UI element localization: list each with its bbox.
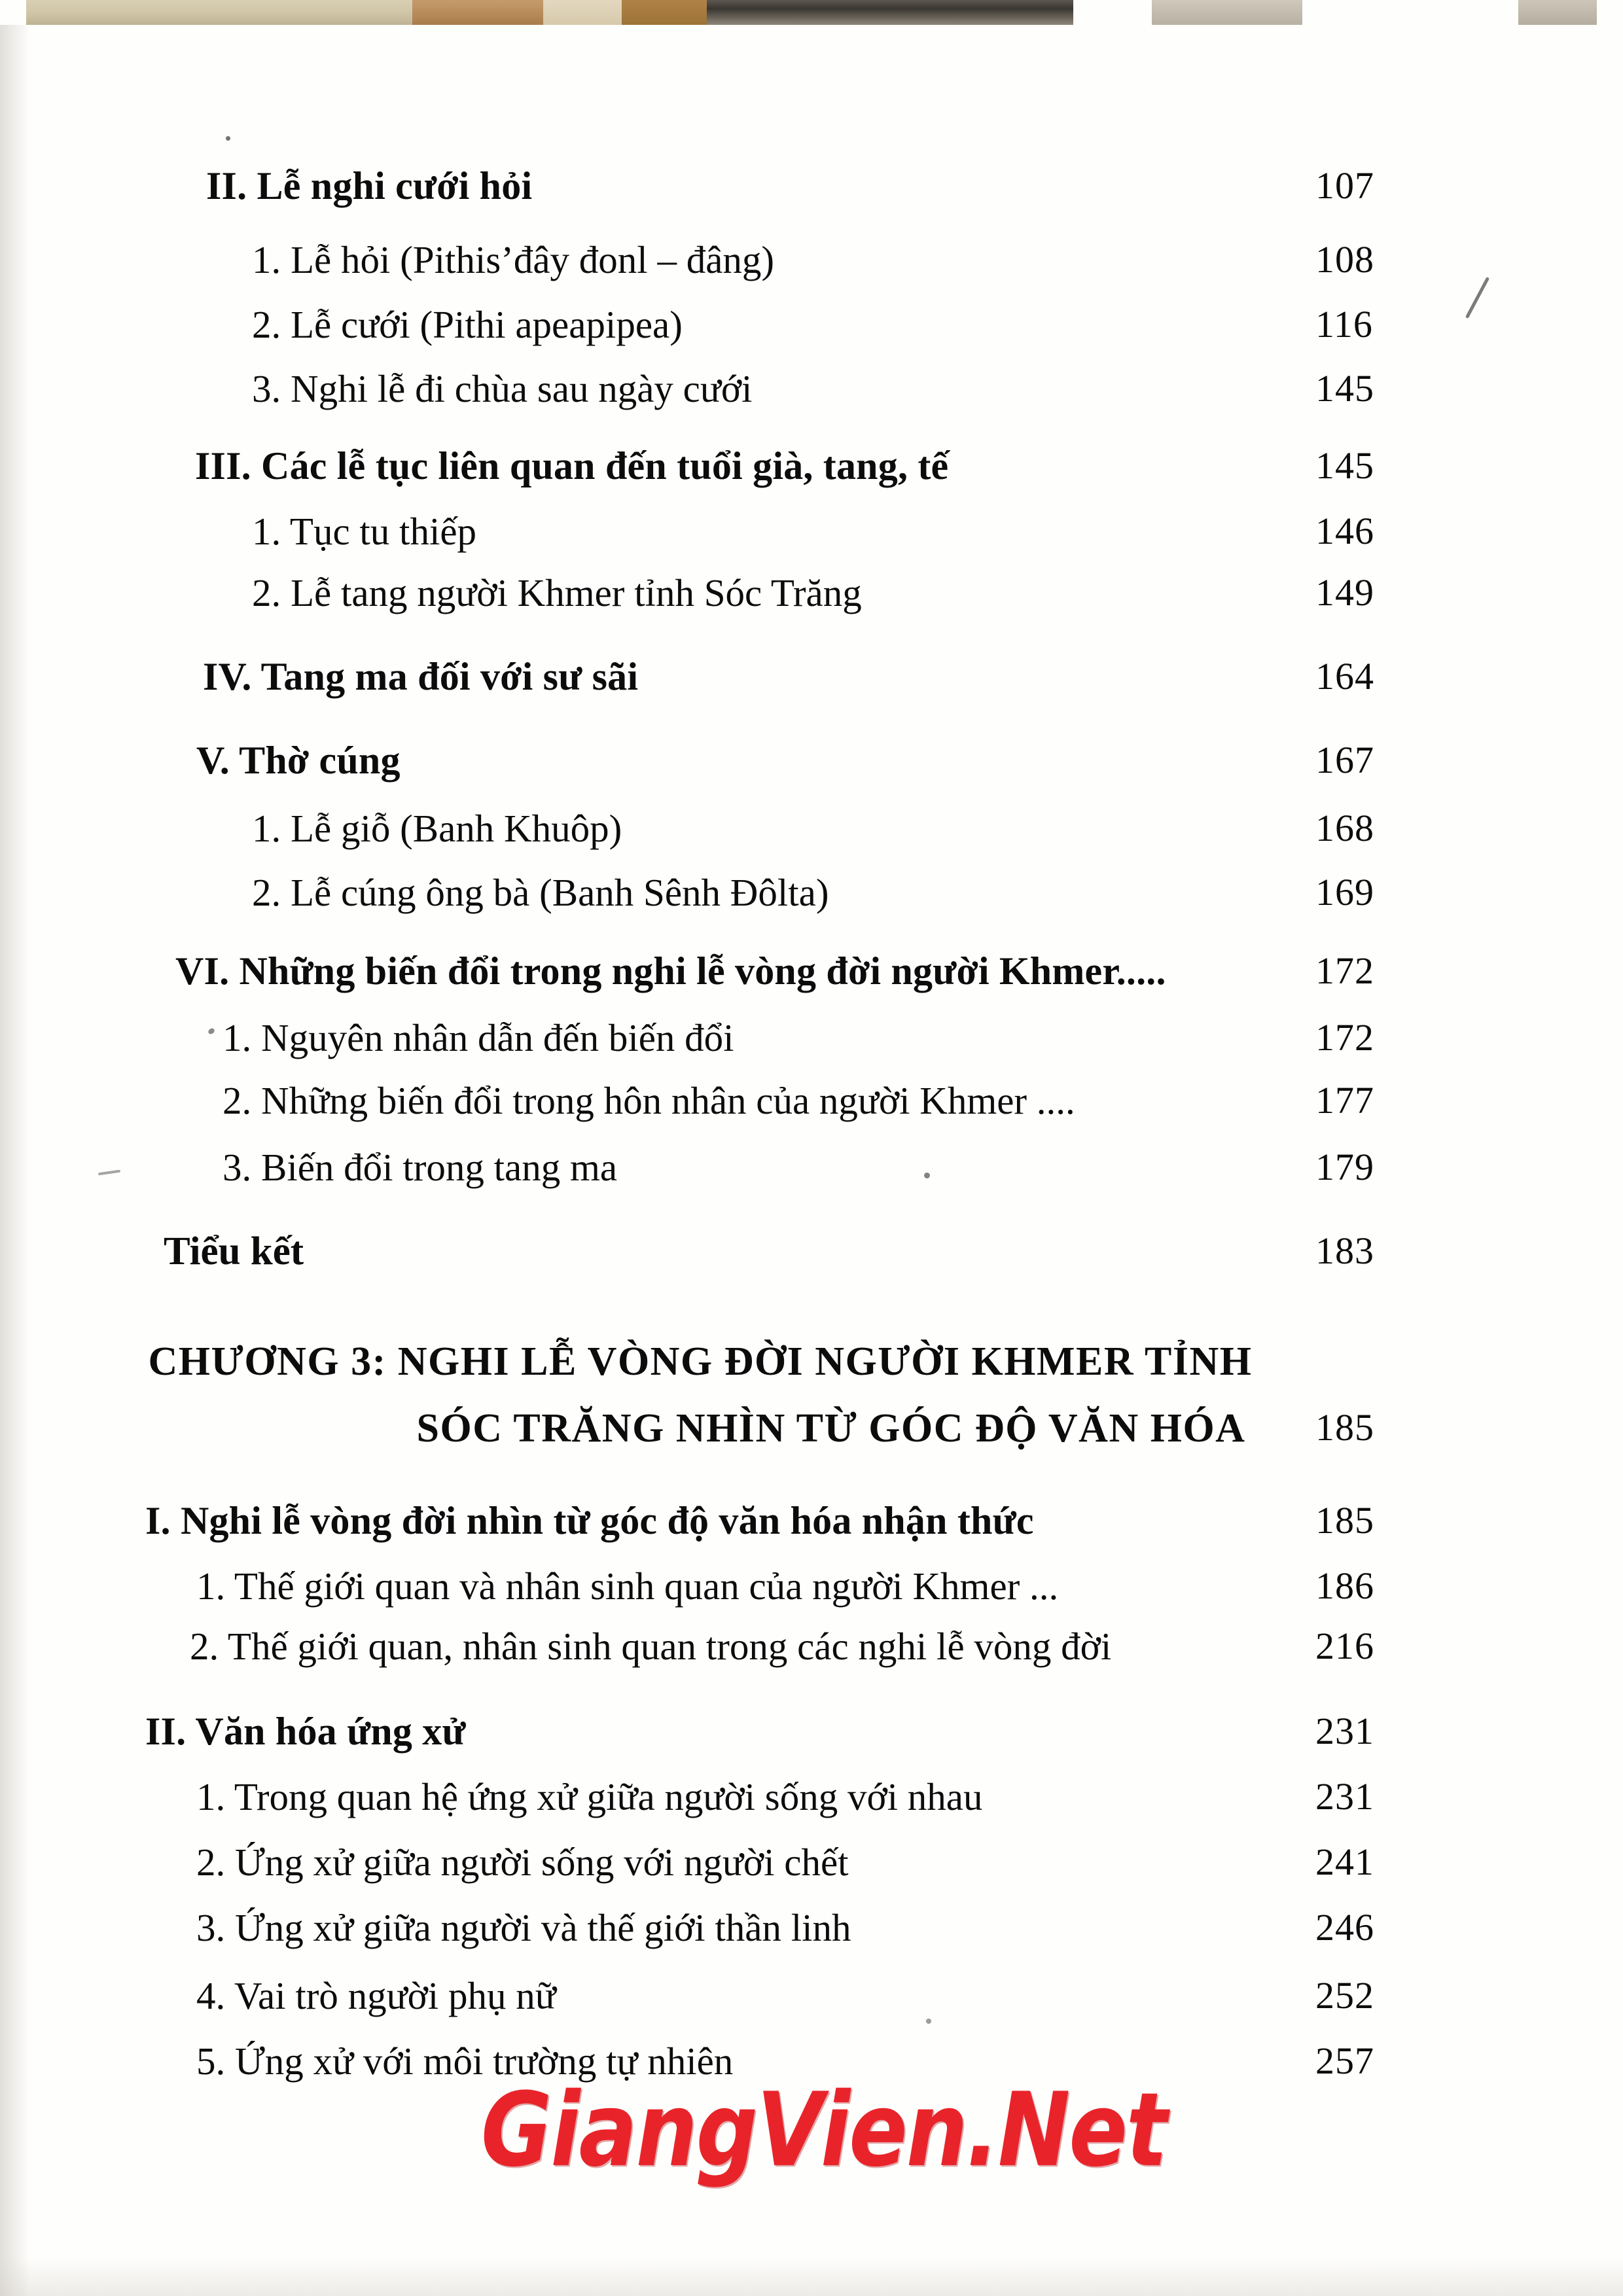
toc-entry-page-number: 177 [1315,1079,1374,1122]
toc-entry-label: 1. Lễ giỗ (Banh Khuôp) [252,807,622,850]
strip-segment-2 [412,0,543,25]
toc-entry[interactable] [223,1078,1374,1123]
toc-entry[interactable] [196,1973,1374,2019]
toc-entry-page-number: 169 [1315,871,1374,913]
toc-entry-label: III. Các lễ tục liên quan đến tuổi già, tang, tế [195,444,949,487]
strip-segment-7 [1518,0,1597,25]
toc-entry-label: 1. Thế giới quan và nhân sinh quan của người Khmer ... [196,1564,1059,1608]
toc-entry-page-number: 231 [1315,1710,1374,1752]
toc-entry-page-number: 107 [1315,164,1374,207]
toc-entry-label: 3. Nghi lễ đi chùa sau ngày cưới [252,367,753,410]
toc-entry-label: 3. Ứng xử giữa người và thế giới thần linh [196,1906,851,1949]
toc-entry-page-number: 145 [1315,444,1374,487]
toc-entry-page-number: 179 [1315,1146,1374,1188]
toc-entry-page-number: 146 [1315,510,1374,552]
toc-entry[interactable] [223,1145,1374,1190]
toc-entry[interactable] [145,1498,1374,1544]
toc-entry[interactable] [252,870,1374,915]
toc-entry-page-number: 167 [1315,739,1374,781]
toc-entry-page-number: 168 [1315,807,1374,849]
toc-entry-label: VI. Những biến đổi trong nghi lễ vòng đời người Khmer..... [175,949,1166,993]
toc-entry-label: 2. Lễ cưới (Pithi apeapipea) [252,303,683,346]
toc-entry-label: 1. Lễ hỏi (Pithis’đây đonl – đâng) [252,238,775,281]
toc-entry-page-number: 185 [1315,1499,1374,1542]
toc-entry-label: I. Nghi lễ vòng đời nhìn từ góc độ văn hóa nhận thức [145,1499,1034,1542]
strip-segment-3 [543,0,622,25]
toc-entry-label: 2. Lễ tang người Khmer tỉnh Sóc Trăng [252,571,862,614]
toc-entry-page-number: 216 [1315,1625,1374,1667]
toc-entry-page-number: 252 [1315,1974,1374,2017]
toc-entry-page-number: 246 [1315,1906,1374,1949]
toc-entry-page-number: 241 [1315,1841,1374,1883]
toc-entry[interactable] [252,366,1374,412]
toc-entry-label: II. Lễ nghi cưới hỏi [206,164,533,207]
toc-entry[interactable] [196,1905,1374,1951]
scan-speck-icon [226,136,230,141]
toc-entry-page-number: 183 [1315,1229,1374,1272]
scan-tick-mark-icon [98,1170,120,1176]
page-edge-shadow-bottom [0,2257,1623,2296]
toc-entry[interactable] [206,164,1374,209]
toc-entry[interactable] [252,509,1374,554]
scan-speck-icon [207,1027,216,1035]
toc-entry-label: 1. Nguyên nhân dẫn đến biến đổi [223,1016,734,1059]
toc-entry[interactable] [252,571,1374,616]
toc-entry-page-number: 108 [1315,238,1374,281]
page-edge-shadow-left [0,25,30,2296]
toc-entry[interactable] [195,444,1374,489]
toc-entry[interactable] [223,1016,1374,1061]
toc-entry-label: 2. Những biến đổi trong hôn nhân của người Khmer .... [223,1079,1075,1122]
toc-entry-page-number: 149 [1315,571,1374,614]
toc-entry[interactable] [252,302,1373,347]
toc-entry-page-number: 231 [1315,1775,1374,1818]
toc-entry[interactable] [175,949,1374,994]
scan-speck-icon [926,2019,931,2024]
toc-entry-label: V. Thờ cúng [196,739,401,782]
toc-entry[interactable] [196,738,1374,783]
scan-pen-stroke-icon [1465,277,1489,319]
toc-entry-label: Tiểu kết [164,1229,304,1273]
toc-entry[interactable] [196,1775,1374,1820]
toc-entry-label: 2. Thế giới quan, nhân sinh quan trong các nghi lễ vòng đời [190,1625,1112,1668]
chapter3-title-line1: CHƯƠNG 3: NGHI LỄ VÒNG ĐỜI NGƯỜI KHMER TỈNH [148,1339,1253,1384]
toc-entry[interactable] [252,806,1374,851]
chapter3-page-number: 185 [1315,1406,1374,1449]
toc-entry-page-number: 257 [1315,2040,1374,2082]
toc-entry-label: II. Văn hóa ứng xử [145,1710,466,1753]
toc-entry-page-number: 172 [1315,1016,1374,1059]
chapter3-title-line2: SÓC TRĂNG NHÌN TỪ GÓC ĐỘ VĂN HÓA [416,1406,1246,1451]
toc-entry-label: 2. Lễ cúng ông bà (Banh Sênh Đôlta) [252,871,829,914]
scan-edge-photo-strip [0,0,1623,25]
toc-entry-page-number: 116 [1315,303,1373,345]
toc-entry-label: 1. Tục tu thiếp [252,510,477,553]
toc-entry-page-number: 164 [1315,655,1374,698]
toc-entry[interactable] [196,1564,1374,1609]
strip-segment-4 [622,0,707,25]
site-watermark: GiangVien.Net [481,2071,1166,2190]
toc-entry-page-number: 145 [1315,367,1374,410]
toc-entry[interactable] [190,1624,1374,1669]
strip-segment-1 [26,0,412,25]
scan-speck-icon [924,1173,930,1178]
toc-entry[interactable] [252,238,1374,283]
toc-entry-label: 5. Ứng xử với môi trường tự nhiên [196,2040,734,2083]
toc-entry-label: 4. Vai trò người phụ nữ [196,1974,556,2017]
toc-entry-label: 2. Ứng xử giữa người sống với người chết [196,1841,849,1884]
toc-entry-label: 1. Trong quan hệ ứng xử giữa người sống với nhau [196,1775,983,1818]
toc-entry[interactable] [145,1709,1374,1754]
toc-entry-page-number: 186 [1315,1564,1374,1607]
toc-entry[interactable] [196,1840,1374,1885]
toc-entry[interactable] [164,1229,1374,1275]
strip-segment-5 [707,0,1073,25]
toc-entry-label: 3. Biến đổi trong tang ma [223,1146,618,1189]
toc-entry-page-number: 172 [1315,949,1374,992]
toc-entry[interactable] [203,654,1374,699]
toc-entry-label: IV. Tang ma đối với sư sãi [203,655,639,698]
strip-segment-6 [1152,0,1302,25]
